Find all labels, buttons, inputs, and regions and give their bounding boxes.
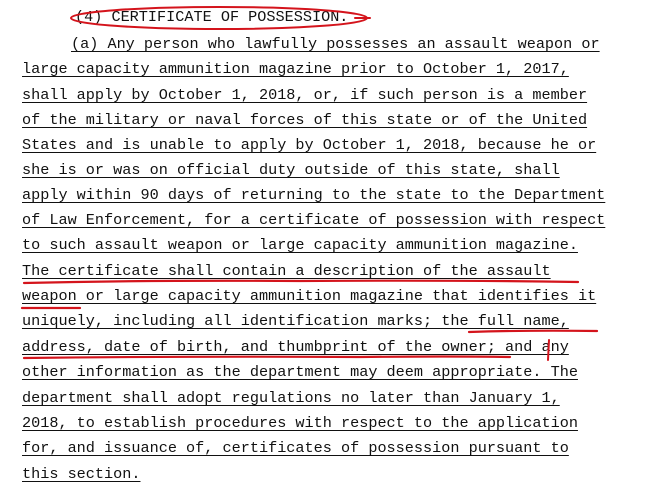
underline-mark-full-name bbox=[469, 331, 597, 332]
underline-mark-address-line bbox=[24, 357, 510, 359]
text-line-17: for, and issuance of, certificates of possession pursuant to bbox=[22, 439, 569, 457]
text-line-7: apply within 90 days of returning to the state to the Department bbox=[22, 186, 606, 204]
text-line-6: she is or was on official duty outside of this state, shall bbox=[22, 161, 560, 179]
text-line-3: shall apply by October 1, 2018, or, if such person is a member bbox=[22, 86, 588, 104]
text-line-11: weapon or large capacity ammunition magazine that identifies it bbox=[22, 287, 597, 305]
text-line-16: 2018, to establish procedures with respect to the application bbox=[22, 414, 578, 432]
text-line-10: The certificate shall contain a description of the assault bbox=[22, 262, 551, 280]
text-line-14: other information as the department may deem appropriate. The bbox=[22, 363, 578, 381]
text-line-18: this section. bbox=[22, 465, 141, 483]
text-line-13: address, date of birth, and thumbprint of the owner; and any bbox=[22, 338, 569, 356]
text-line-2: large capacity ammunition magazine prior to October 1, 2017, bbox=[22, 60, 569, 78]
text-line-15: department shall adopt regulations no later than January 1, bbox=[22, 389, 560, 407]
text-line-4: of the military or naval forces of this state or of the United bbox=[22, 111, 588, 129]
text-line-12: uniquely, including all identification marks; the full name, bbox=[22, 312, 569, 330]
text-line-9: to such assault weapon or large capacity ammunition magazine. bbox=[22, 236, 578, 254]
text-line-5: States and is unable to apply by October 1, 2018, because he or bbox=[22, 136, 597, 154]
text-line-1: (a) Any person who lawfully possesses an assault weapon or bbox=[71, 35, 600, 53]
section-heading: (4) CERTIFICATE OF POSSESSION. bbox=[75, 8, 349, 26]
text-line-8: of Law Enforcement, for a certificate of possession with respect bbox=[22, 211, 606, 229]
underline-mark-certificate-line bbox=[24, 281, 578, 283]
